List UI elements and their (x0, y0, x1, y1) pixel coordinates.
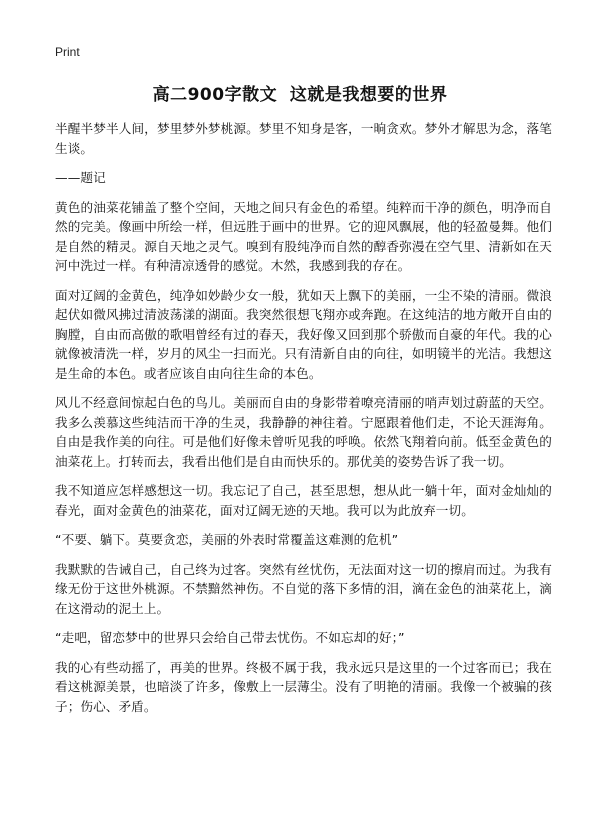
paragraph: 面对辽阔的金黄色，纯净如妙龄少女一般，犹如天上飘下的美丽，一尘不染的清丽。微浪起伏如微风拂过清波荡漾的湖面。我突然很想飞翔亦或奔跑。在这纯洁的地方敞开自由的胸膛，自由而高傲的歌唱曾经有过的春天，我好像又回到那个骄傲而自豪的年代。我的心就像被清洗一样，岁月的风尘一扫而光。只有清新自由的向往，如明镜半的光洁。我想这是生命的本色。或者应该自由向往生命的本色。 (55, 287, 552, 381)
paragraph: 风儿不经意间惊起白色的鸟儿。美丽而自由的身影带着嘹亮清丽的哨声划过蔚蓝的天空。我多么羡慕这些纯洁而干净的生灵，我静静的神往着。宁愿跟着他们走，不论天涯海角。自由是我作美的向往。可是他们好像未曾听见我的呼唤。依然飞翔着向前。低至金黄色的油菜花上。打转而去，我看出他们是自由而快乐的。那优美的姿势告诉了我一切。 (55, 395, 552, 469)
paragraph: 我默默的告诫自己，自己终为过客。突然有丝忧伤，无法面对这一切的擦肩而过。为我有缘无份于这世外桃源。不禁黯然神伤。不自觉的落下多情的泪，滴在金色的油菜花上，滴在这滑动的泥土上。 (55, 561, 552, 616)
paragraph-intro: 半醒半梦半人间，梦里梦外梦桃源。梦里不知身是客，一晌贪欢。梦外才解思为念，落笔生谈。 (55, 121, 552, 156)
paragraph-quote: “走吧，留恋梦中的世界只会给自己带去忧伤。不如忘却的好；” (55, 630, 405, 645)
paragraph-epigraph-label: ——题记 (55, 170, 106, 185)
page-title: 高二900字散文 这就是我想要的世界 (152, 85, 448, 105)
paragraph: 黄色的油菜花铺盖了整个空间，天地之间只有金色的希望。纯粹而干净的颜色，明净而自然的完美。像画中所绘一样，但远胜于画中的世界。它的迎风飘展，他的轻盈曼舞。他们是自然的精灵。源自天地之灵气。嗅到有股纯净而自然的醇香弥漫在空气里、清新如在天河中洗过一样。有种清凉透骨的感觉。木然，我感到我的存在。 (55, 199, 552, 273)
paragraph: 我的心有些动摇了，再美的世界。终极不属于我，我永远只是这里的一个过客而已；我在看这桃源美景，也暗淡了许多，像敷上一层薄尘。没有了明艳的清丽。我像一个被骗的孩子；伤心、矛盾。 (55, 659, 552, 714)
paragraph-quote: “不要、躺下。莫要贪恋，美丽的外表时常覆盖这难测的危机” (55, 532, 399, 547)
article-body (55, 119, 552, 726)
print-link[interactable]: Print (55, 45, 80, 59)
paragraph: 我不知道应怎样感想这一切。我忘记了自己，甚至思想，想从此一躺十年，面对金灿灿的春光，面对金黄色的油菜花，面对辽阔无迹的天地。我可以为此放弃一切。 (55, 483, 552, 518)
